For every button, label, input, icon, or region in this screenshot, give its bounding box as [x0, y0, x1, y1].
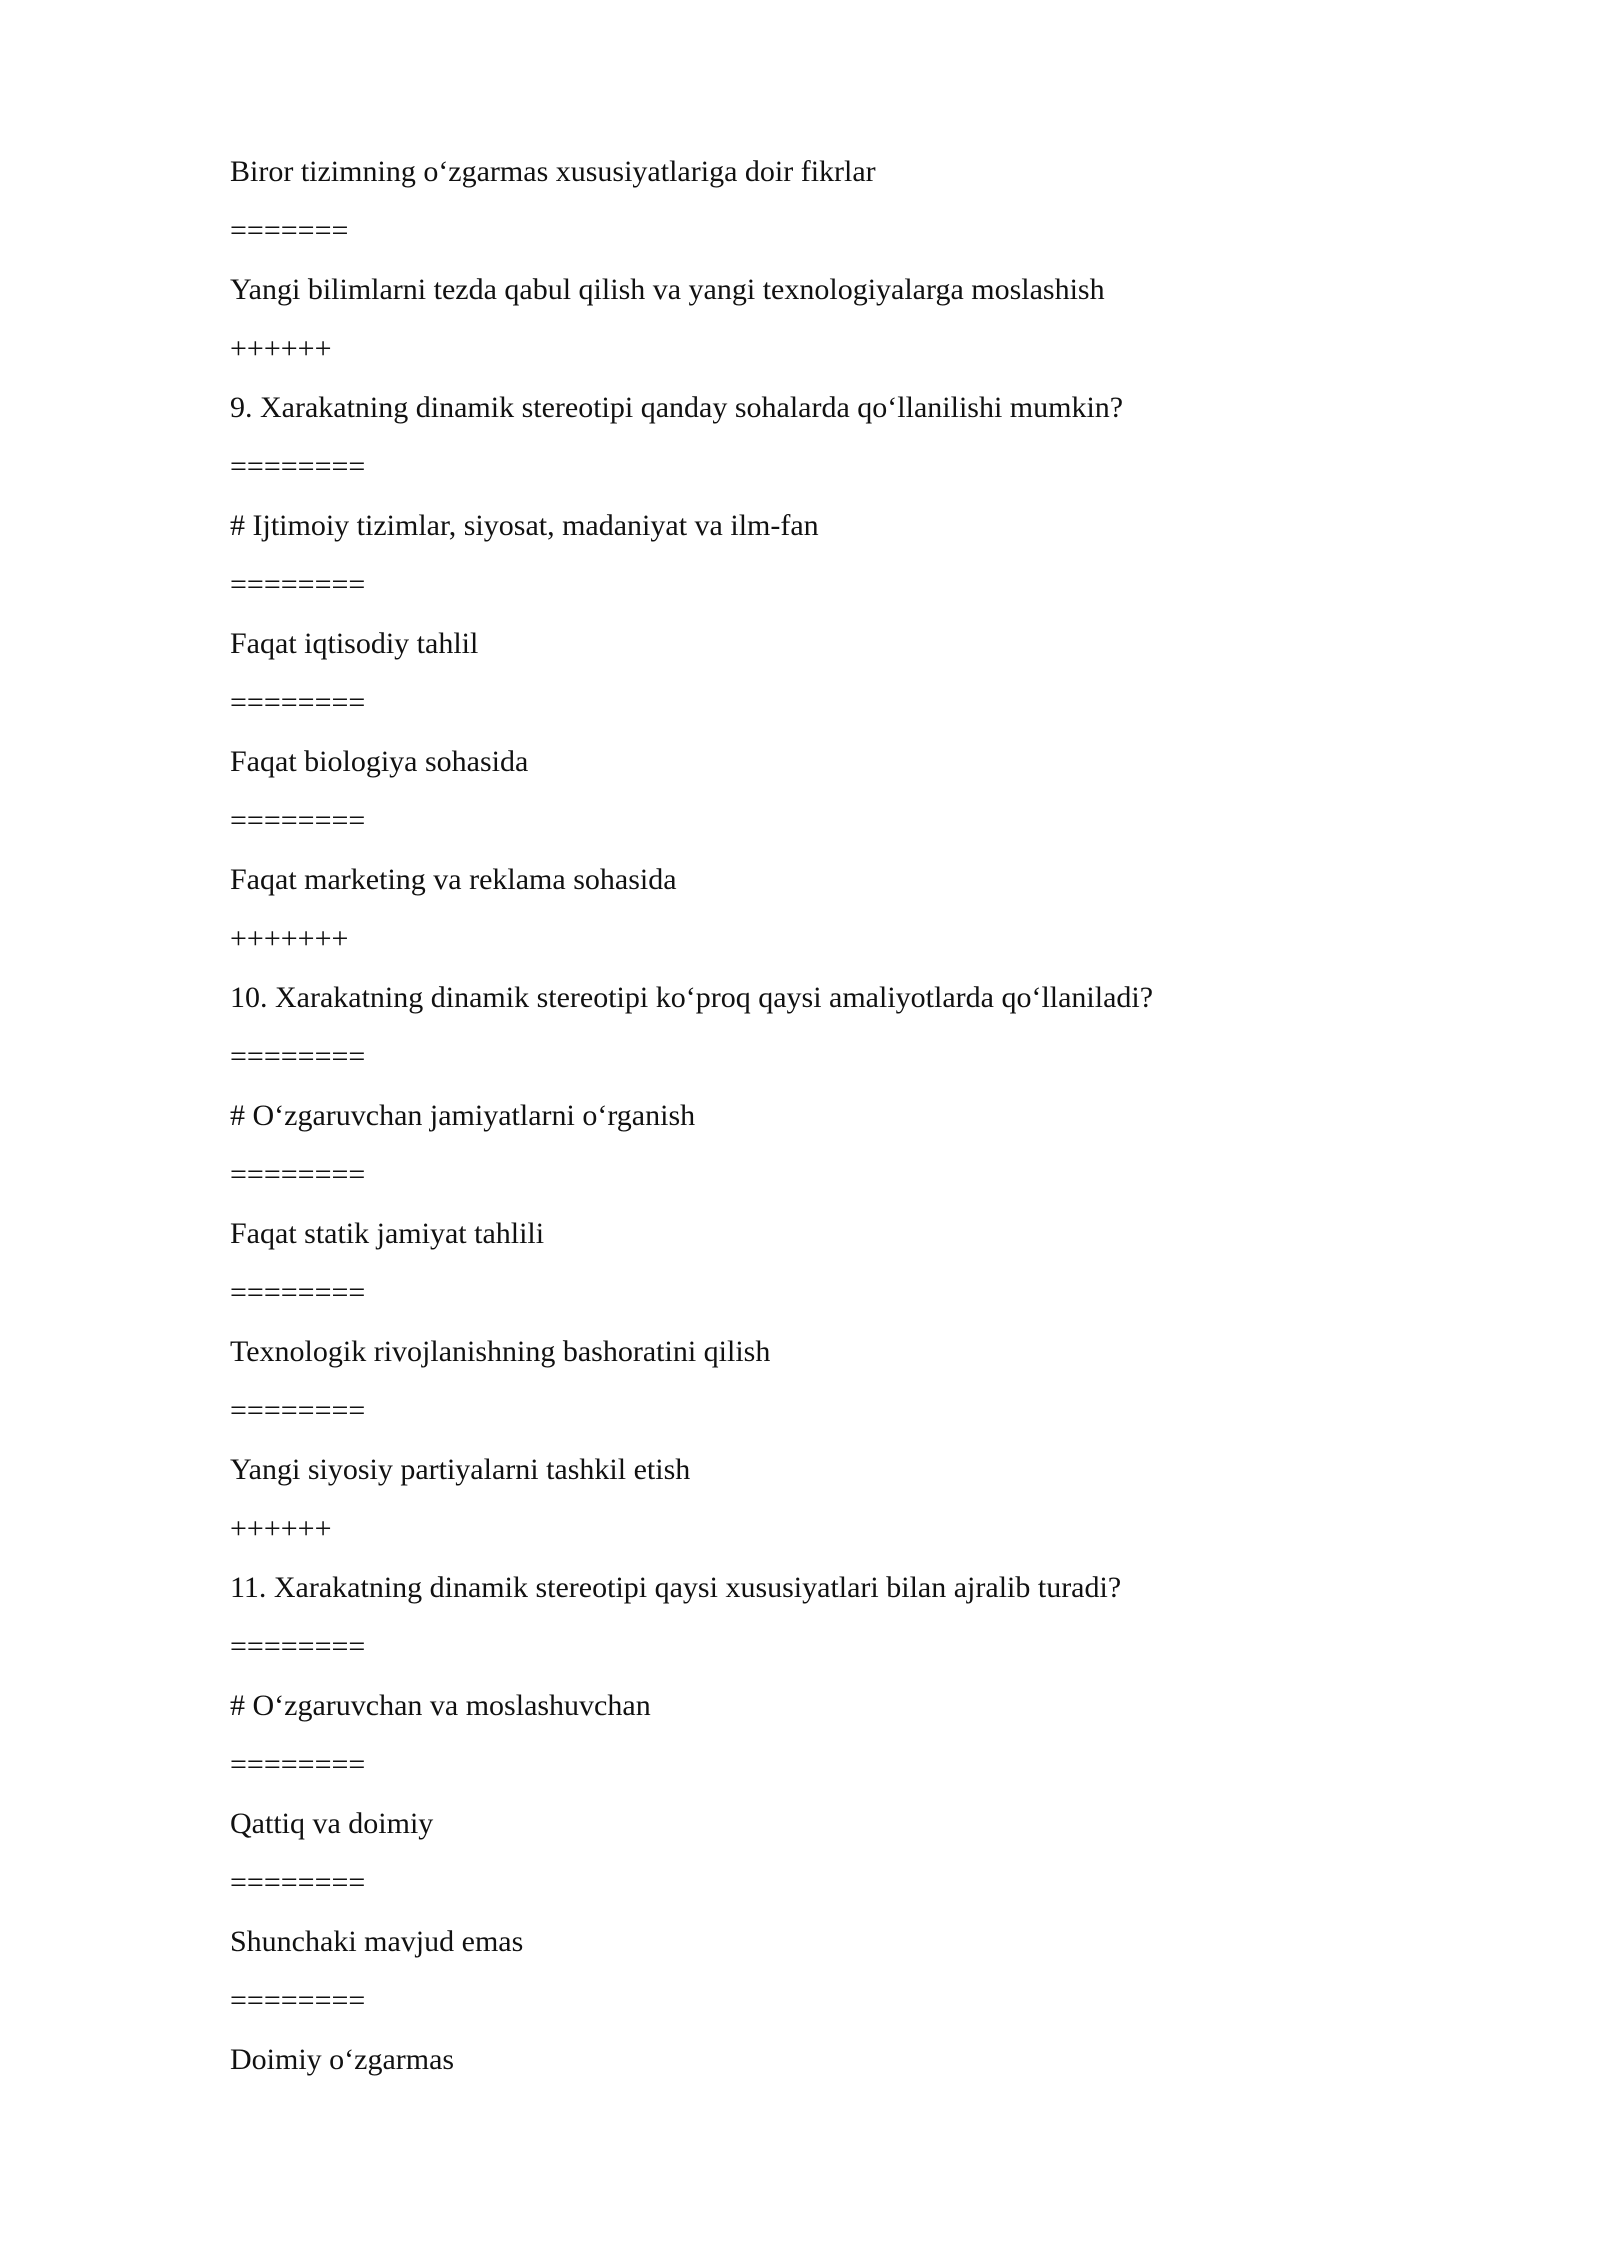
option-separator: ========: [230, 450, 366, 483]
answer-option: Qattiq va doimiy: [230, 1807, 434, 1840]
answer-option: Faqat marketing va reklama sohasida: [230, 863, 677, 896]
answer-option: Faqat biologiya sohasida: [230, 745, 529, 778]
answer-option: Shunchaki mavjud emas: [230, 1925, 524, 1958]
option-separator: =======: [230, 214, 349, 247]
option-separator: ========: [230, 1394, 366, 1427]
answer-option: Faqat statik jamiyat tahlili: [230, 1217, 545, 1250]
option-separator: ========: [230, 1276, 366, 1309]
question-separator: ++++++: [230, 332, 332, 365]
document-body: [230, 142, 1430, 2089]
answer-option: Texnologik rivojlanishning bashoratini qilish: [230, 1335, 771, 1368]
option-separator: ========: [230, 1158, 366, 1191]
answer-option: Biror tizimning o‘zgarmas xususiyatlariga doir fikrlar: [230, 155, 876, 188]
question-separator: +++++++: [230, 922, 349, 955]
correct-answer-option: # Ijtimoiy tizimlar, siyosat, madaniyat va ilm-fan: [230, 509, 819, 542]
question-separator: ++++++: [230, 1512, 332, 1545]
correct-answer-option: # O‘zgaruvchan va moslashuvchan: [230, 1689, 651, 1722]
option-separator: ========: [230, 1040, 366, 1073]
question-9: 9. Xarakatning dinamik stereotipi qanday sohalarda qo‘llanilishi mumkin?: [230, 391, 1124, 424]
answer-option: Yangi bilimlarni tezda qabul qilish va yangi texnologiyalarga moslashish: [230, 273, 1105, 306]
option-separator: ========: [230, 568, 366, 601]
answer-option: Faqat iqtisodiy tahlil: [230, 627, 479, 660]
option-separator: ========: [230, 1630, 366, 1663]
option-separator: ========: [230, 1866, 366, 1899]
option-separator: ========: [230, 804, 366, 837]
option-separator: ========: [230, 1748, 366, 1781]
correct-answer-option: # O‘zgaruvchan jamiyatlarni o‘rganish: [230, 1099, 696, 1132]
answer-option: Yangi siyosiy partiyalarni tashkil etish: [230, 1453, 691, 1486]
option-separator: ========: [230, 686, 366, 719]
option-separator: ========: [230, 1984, 366, 2017]
question-11: 11. Xarakatning dinamik stereotipi qaysi xususiyatlari bilan ajralib turadi?: [230, 1571, 1122, 1604]
question-10: 10. Xarakatning dinamik stereotipi ko‘proq qaysi amaliyotlarda qo‘llaniladi?: [230, 981, 1154, 1014]
answer-option: Doimiy o‘zgarmas: [230, 2043, 455, 2076]
